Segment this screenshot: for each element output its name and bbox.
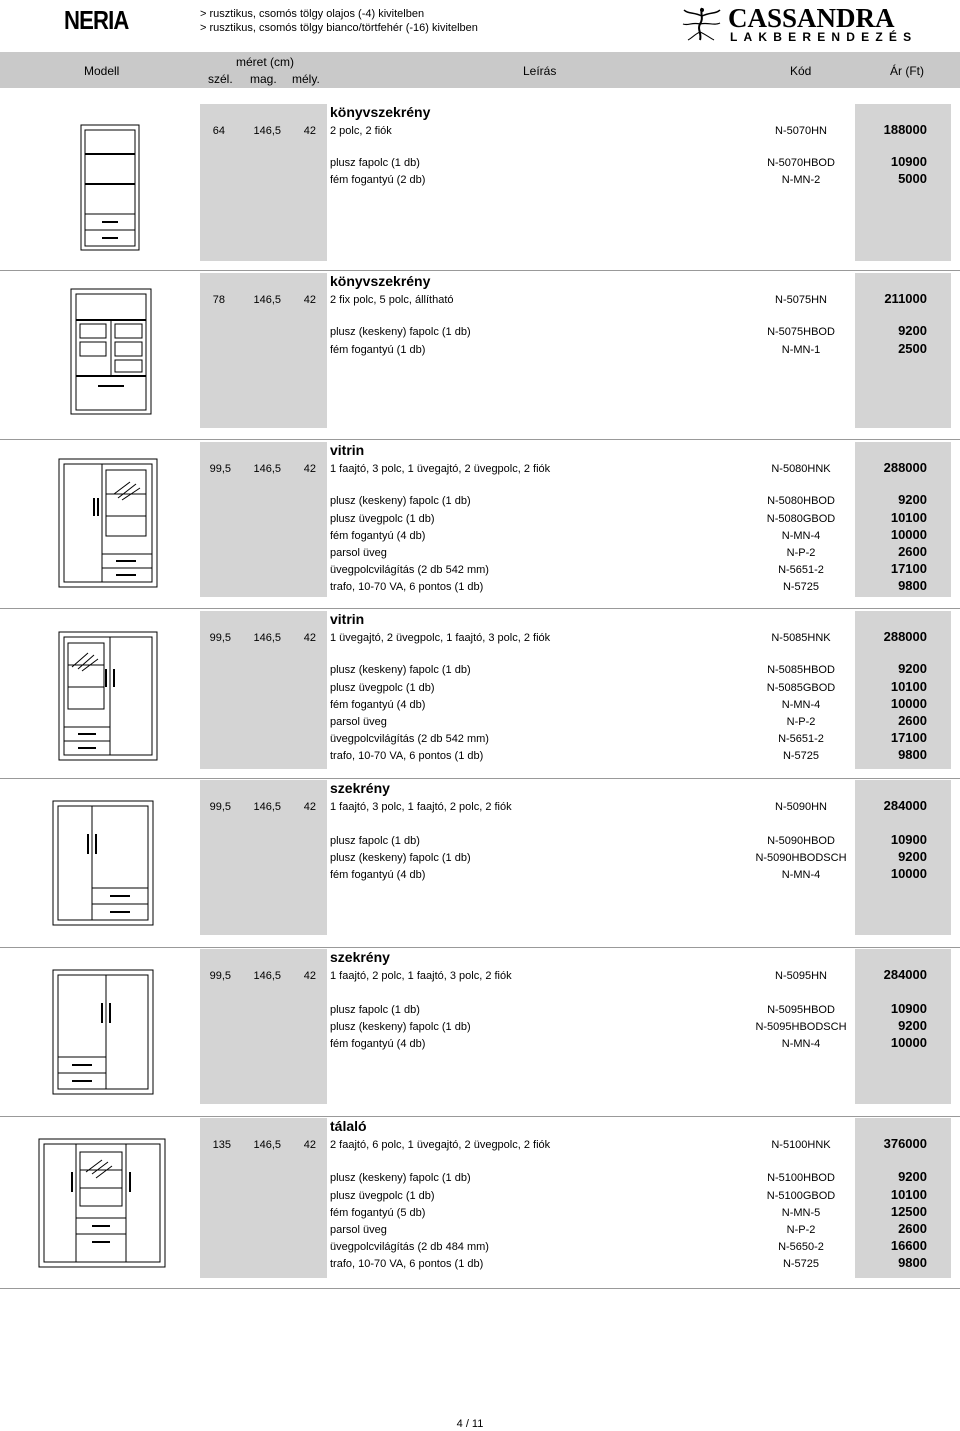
extra-code: N-MN-4 <box>781 530 821 542</box>
extra-code: N-5100HBOD <box>767 1172 835 1184</box>
dim-depth: 42 <box>303 463 316 475</box>
bookcase-drawing <box>70 288 152 418</box>
product-section <box>0 611 960 779</box>
extra-code: N-MN-4 <box>781 1038 821 1050</box>
dim-width: 78 <box>212 294 225 306</box>
extra-desc: parsol üveg <box>330 547 387 559</box>
extra-desc: trafo, 10-70 VA, 6 pontos (1 db) <box>330 1258 484 1270</box>
bird-logo-icon <box>680 4 724 44</box>
col-code: Kód <box>790 64 812 78</box>
extra-code: N-P-2 <box>786 716 816 728</box>
extra-price: 10000 <box>890 866 927 881</box>
product-price: 376000 <box>883 1136 927 1151</box>
extra-price: 17100 <box>890 561 927 576</box>
product-section <box>0 780 960 948</box>
col-height: mag. <box>250 72 277 86</box>
dim-depth: 42 <box>303 125 316 137</box>
extra-desc: plusz (keskeny) fapolc (1 db) <box>330 1021 471 1033</box>
extra-desc: fém fogantyú (2 db) <box>330 174 426 186</box>
extra-code: N-MN-1 <box>781 344 821 356</box>
finish-note-1: > rusztikus, csomós tölgy olajos (-4) kivitelben <box>200 8 425 20</box>
extra-desc: plusz (keskeny) fapolc (1 db) <box>330 664 471 676</box>
extra-desc: plusz (keskeny) fapolc (1 db) <box>330 326 471 338</box>
dim-height: 146,5 <box>253 970 281 982</box>
extra-code: N-5725 <box>782 1258 820 1270</box>
product-title: könyvszekrény <box>330 104 431 120</box>
dim-height: 146,5 <box>253 463 281 475</box>
extra-price: 10000 <box>890 1035 927 1050</box>
product-price: 288000 <box>883 629 927 644</box>
extra-price: 9800 <box>898 1255 927 1270</box>
extra-code: N-MN-4 <box>781 699 821 711</box>
product-code: N-5075HN <box>775 294 827 306</box>
extra-code: N-5085HBOD <box>767 664 835 676</box>
vitrine-drawing <box>58 458 158 590</box>
product-desc: 1 üvegajtó, 2 üvegpolc, 1 faajtó, 3 polc, 2 fiók <box>330 632 551 644</box>
product-desc: 2 faajtó, 6 polc, 1 üvegajtó, 2 üvegpolc, 2 fiók <box>330 1139 551 1151</box>
extra-desc: trafo, 10-70 VA, 6 pontos (1 db) <box>330 581 484 593</box>
brand-logo: NERIA <box>64 5 129 35</box>
product-code: N-5085HNK <box>771 632 831 644</box>
extra-code: N-5650-2 <box>778 1241 824 1253</box>
extra-price: 10000 <box>890 696 927 711</box>
extra-price: 2500 <box>898 341 927 356</box>
product-desc: 1 faajtó, 3 polc, 1 faajtó, 2 polc, 2 fiók <box>330 801 512 813</box>
extra-price: 2600 <box>898 1221 927 1236</box>
col-desc: Leírás <box>523 64 557 78</box>
page-number: 4 / 11 <box>456 1418 484 1430</box>
product-desc: 2 fix polc, 5 polc, állítható <box>330 294 454 306</box>
extra-price: 10900 <box>890 832 927 847</box>
extra-price: 12500 <box>890 1204 927 1219</box>
product-price: 288000 <box>883 460 927 475</box>
extra-desc: plusz (keskeny) fapolc (1 db) <box>330 852 471 864</box>
extra-code: N-5085GBOD <box>766 682 836 694</box>
product-title: szekrény <box>330 949 390 965</box>
dim-width: 99,5 <box>209 801 231 813</box>
dim-depth: 42 <box>303 1139 316 1151</box>
dim-width: 99,5 <box>209 463 231 475</box>
product-price: 211000 <box>884 291 927 306</box>
extra-price: 9200 <box>898 1018 927 1033</box>
extra-price: 9800 <box>898 578 927 593</box>
extra-code: N-5080GBOD <box>766 513 836 525</box>
product-code: N-5090HN <box>775 801 827 813</box>
extra-code: N-5095HBOD <box>767 1004 835 1016</box>
product-title: vitrin <box>330 442 365 458</box>
dim-width: 99,5 <box>209 970 231 982</box>
extra-desc: plusz fapolc (1 db) <box>330 835 420 847</box>
extra-code: N-MN-2 <box>781 174 821 186</box>
extra-code: N-5070HBOD <box>767 157 835 169</box>
extra-price: 16600 <box>890 1238 927 1253</box>
col-price: Ár (Ft) <box>890 64 924 78</box>
col-depth: mély. <box>292 72 320 86</box>
extra-desc: plusz üvegpolc (1 db) <box>330 513 435 525</box>
dim-depth: 42 <box>303 801 316 813</box>
extra-desc: plusz fapolc (1 db) <box>330 1004 420 1016</box>
extra-desc: üvegpolcvilágítás (2 db 484 mm) <box>330 1241 489 1253</box>
dim-height: 146,5 <box>253 294 281 306</box>
extra-desc: fém fogantyú (4 db) <box>330 530 426 542</box>
col-width: szél. <box>208 72 233 86</box>
extra-code: N-5090HBODSCH <box>755 852 847 864</box>
product-desc: 1 faajtó, 3 polc, 1 üvegajtó, 2 üvegpolc, 2 fiók <box>330 463 551 475</box>
column-header <box>0 52 960 88</box>
extra-price: 10000 <box>890 527 927 542</box>
dim-depth: 42 <box>303 632 316 644</box>
extra-code: N-P-2 <box>786 547 816 559</box>
product-title: tálaló <box>330 1118 367 1134</box>
dim-height: 146,5 <box>253 1139 281 1151</box>
cabinet-drawing <box>52 969 154 1097</box>
product-price: 188000 <box>883 122 927 137</box>
product-title: szekrény <box>330 780 390 796</box>
extra-desc: plusz (keskeny) fapolc (1 db) <box>330 1172 471 1184</box>
extra-desc: plusz (keskeny) fapolc (1 db) <box>330 495 471 507</box>
company-logo <box>680 4 940 44</box>
extra-price: 10100 <box>890 510 927 525</box>
dim-height: 146,5 <box>253 801 281 813</box>
dim-height: 146,5 <box>253 125 281 137</box>
extra-desc: fém fogantyú (4 db) <box>330 699 426 711</box>
extra-price: 9200 <box>898 1169 927 1184</box>
extra-code: N-5651-2 <box>778 564 824 576</box>
extra-desc: üvegpolcvilágítás (2 db 542 mm) <box>330 733 489 745</box>
logo-subtitle: LAKBERENDEZÉS <box>730 30 918 44</box>
extra-desc: trafo, 10-70 VA, 6 pontos (1 db) <box>330 750 484 762</box>
extra-desc: fém fogantyú (4 db) <box>330 869 426 881</box>
vitrine-drawing <box>58 631 158 763</box>
bookcase-drawing <box>80 124 140 254</box>
dim-width: 99,5 <box>209 632 231 644</box>
extra-code: N-5075HBOD <box>767 326 835 338</box>
dim-width: 64 <box>212 125 225 137</box>
logo-name: CASSANDRA <box>728 3 895 33</box>
extra-price: 9200 <box>898 661 927 676</box>
extra-price: 9200 <box>898 492 927 507</box>
product-section <box>0 1118 960 1289</box>
extra-code: N-MN-4 <box>781 869 821 881</box>
col-model: Modell <box>84 64 120 78</box>
product-title: könyvszekrény <box>330 273 431 289</box>
dim-width: 135 <box>212 1139 231 1151</box>
finish-note-2: > rusztikus, csomós tölgy bianco/törtfehér (-16) kivitelben <box>200 22 478 34</box>
extra-price: 2600 <box>898 713 927 728</box>
extra-code: N-5651-2 <box>778 733 824 745</box>
extra-desc: plusz üvegpolc (1 db) <box>330 1190 435 1202</box>
extra-desc: plusz üvegpolc (1 db) <box>330 682 435 694</box>
product-title: vitrin <box>330 611 365 627</box>
extra-price: 10900 <box>890 1001 927 1016</box>
product-code: N-5070HN <box>775 125 827 137</box>
extra-price: 17100 <box>890 730 927 745</box>
extra-desc: fém fogantyú (4 db) <box>330 1038 426 1050</box>
product-desc: 1 faajtó, 2 polc, 1 faajtó, 3 polc, 2 fiók <box>330 970 512 982</box>
extra-code: N-5100GBOD <box>766 1190 836 1202</box>
product-price: 284000 <box>883 798 927 813</box>
extra-price: 10100 <box>890 679 927 694</box>
product-section <box>0 273 960 440</box>
extra-price: 2600 <box>898 544 927 559</box>
sideboard-drawing <box>38 1138 166 1270</box>
dim-depth: 42 <box>303 970 316 982</box>
extra-price: 5000 <box>898 171 927 186</box>
col-size: méret (cm) <box>236 55 294 69</box>
product-desc: 2 polc, 2 fiók <box>330 125 392 137</box>
extra-code: N-5095HBODSCH <box>755 1021 847 1033</box>
product-section <box>0 104 960 271</box>
finish-notes <box>200 7 478 35</box>
extra-code: N-5090HBOD <box>767 835 835 847</box>
extra-price: 9200 <box>898 849 927 864</box>
extra-code: N-5725 <box>782 750 820 762</box>
extra-desc: üvegpolcvilágítás (2 db 542 mm) <box>330 564 489 576</box>
extra-code: N-5080HBOD <box>767 495 835 507</box>
extra-price: 9200 <box>898 323 927 338</box>
extra-desc: plusz fapolc (1 db) <box>330 157 420 169</box>
product-section <box>0 442 960 609</box>
extra-code: N-MN-5 <box>781 1207 821 1219</box>
dim-height: 146,5 <box>253 632 281 644</box>
extra-desc: fém fogantyú (5 db) <box>330 1207 426 1219</box>
extra-price: 9800 <box>898 747 927 762</box>
dim-depth: 42 <box>303 294 316 306</box>
product-code: N-5080HNK <box>771 463 831 475</box>
extra-price: 10100 <box>890 1187 927 1202</box>
extra-desc: parsol üveg <box>330 1224 387 1236</box>
product-code: N-5100HNK <box>771 1139 831 1151</box>
cabinet-drawing <box>52 800 154 928</box>
product-section <box>0 949 960 1117</box>
extra-code: N-P-2 <box>786 1224 816 1236</box>
product-code: N-5095HN <box>775 970 827 982</box>
extra-desc: fém fogantyú (1 db) <box>330 344 426 356</box>
extra-price: 10900 <box>890 154 927 169</box>
extra-desc: parsol üveg <box>330 716 387 728</box>
product-price: 284000 <box>883 967 927 982</box>
extra-code: N-5725 <box>782 581 820 593</box>
